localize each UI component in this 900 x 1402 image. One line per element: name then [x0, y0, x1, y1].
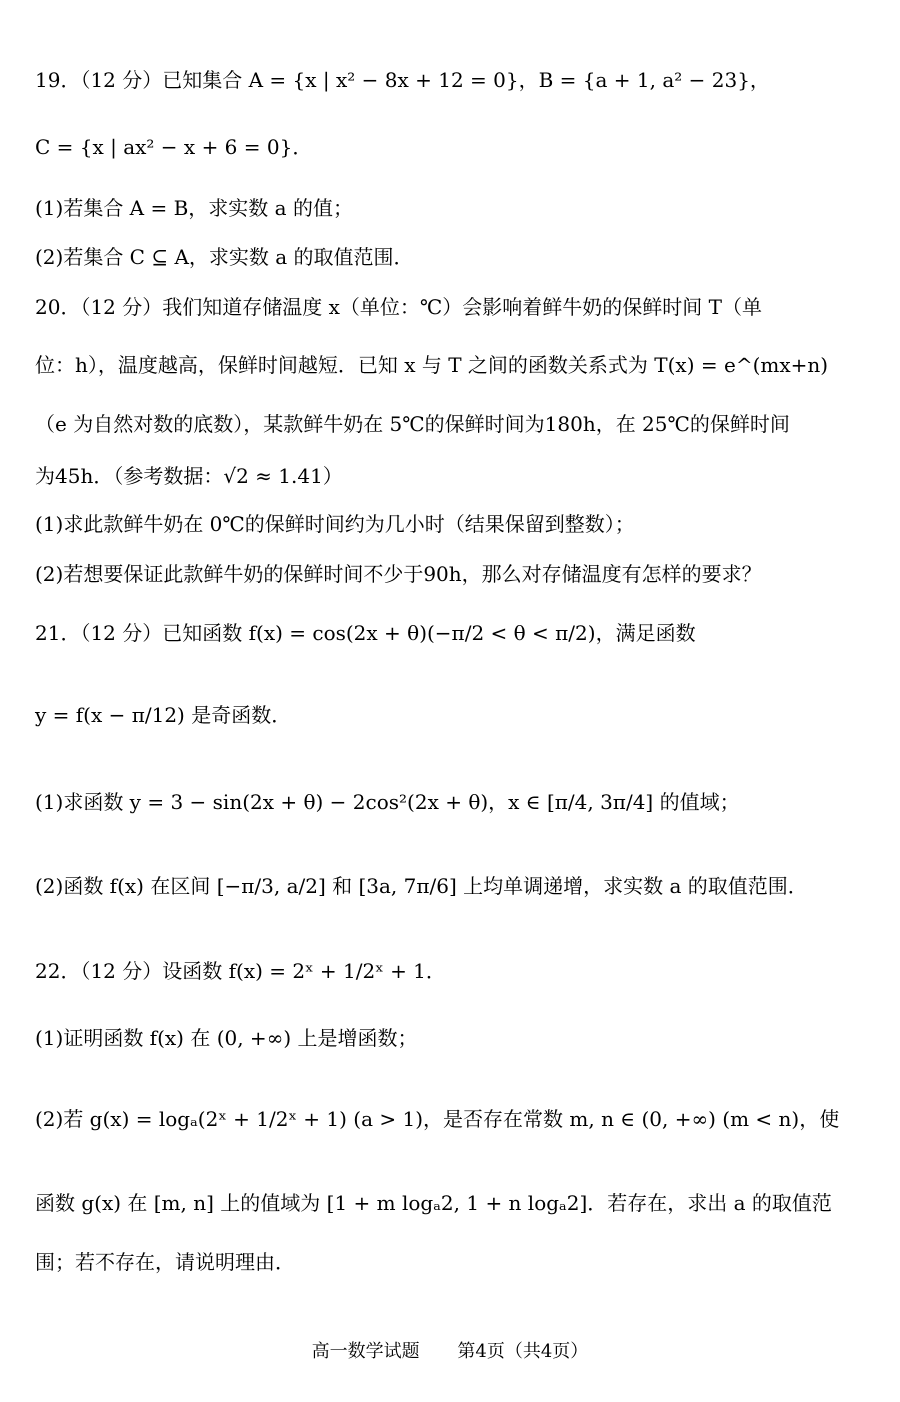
problem-19-part-2: (2)若集合 C ⊆ A，求实数 a 的取值范围． [35, 245, 414, 269]
problem-19-line-2: C = {x | ax² − x + 6 = 0}． [35, 135, 313, 159]
footer-subject: 高一数学试题 [311, 1341, 420, 1362]
footer-page-number: 第4页（共4页） [457, 1341, 589, 1362]
problem-22-part-2: (2)若 g(x) = logₐ(2ˣ + 1/2ˣ + 1) (a > 1)，是否存在常数 m, n ∈ (0, +∞) (m < n)，使 [35, 1107, 840, 1131]
problem-21-part-2: (2)函数 f(x) 在区间 [−π/3, a/2] 和 [3a, 7π/6] 上均单调递增，求实数 a 的取值范围． [35, 874, 808, 898]
problem-20-line-4: 为45h．（参考数据：√2 ≈ 1.41） [35, 464, 343, 488]
problem-22-part-1: (1)证明函数 f(x) 在 (0, +∞) 上是增函数； [35, 1026, 418, 1050]
problem-20-part-2: (2)若想要保证此款鲜牛奶的保鲜时间不少于90h，那么对存储温度有怎样的要求？ [35, 562, 762, 586]
problem-21-part-1: (1)求函数 y = 3 − sin(2x + θ) − 2cos²(2x + θ)，x ∈ [π/4, 3π/4] 的值域； [35, 790, 740, 814]
problem-22-line-1: 22．（12 分）设函数 f(x) = 2ˣ + 1/2ˣ + 1． [35, 959, 446, 983]
problem-19-part-1: (1)若集合 A = B，求实数 a 的值； [35, 196, 353, 220]
problem-20-line-1: 20．（12 分）我们知道存储温度 x（单位：℃）会影响着鲜牛奶的保鲜时间 T（单 [35, 295, 762, 319]
problem-22-line-4: 函数 g(x) 在 [m, n] 上的值域为 [1 + m logₐ2, 1 + n logₐ2]．若存在，求出 a 的取值范 [35, 1191, 832, 1215]
problem-21-line-2: y = f(x − π/12) 是奇函数． [35, 703, 292, 727]
page-footer [0, 1340, 900, 1364]
problem-22-line-5: 围；若不存在，请说明理由． [35, 1250, 295, 1274]
problem-20-line-2: 位：h），温度越高，保鲜时间越短．已知 x 与 T 之间的函数关系式为 T(x) = e^(mx+n) [35, 353, 829, 377]
problem-21-line-1: 21．（12 分）已知函数 f(x) = cos(2x + θ)(−π/2 < θ < π/2)，满足函数 [35, 621, 696, 645]
problem-20-part-1: (1)求此款鲜牛奶在 0℃的保鲜时间约为几小时（结果保留到整数）； [35, 512, 635, 536]
problem-19-line-1: 19．（12 分）已知集合 A = {x | x² − 8x + 12 = 0}，B = {a + 1, a² − 23}， [35, 68, 770, 92]
problem-20-line-3: （e 为自然对数的底数），某款鲜牛奶在 5℃的保鲜时间为180h，在 25℃的保鲜时间 [35, 412, 790, 436]
